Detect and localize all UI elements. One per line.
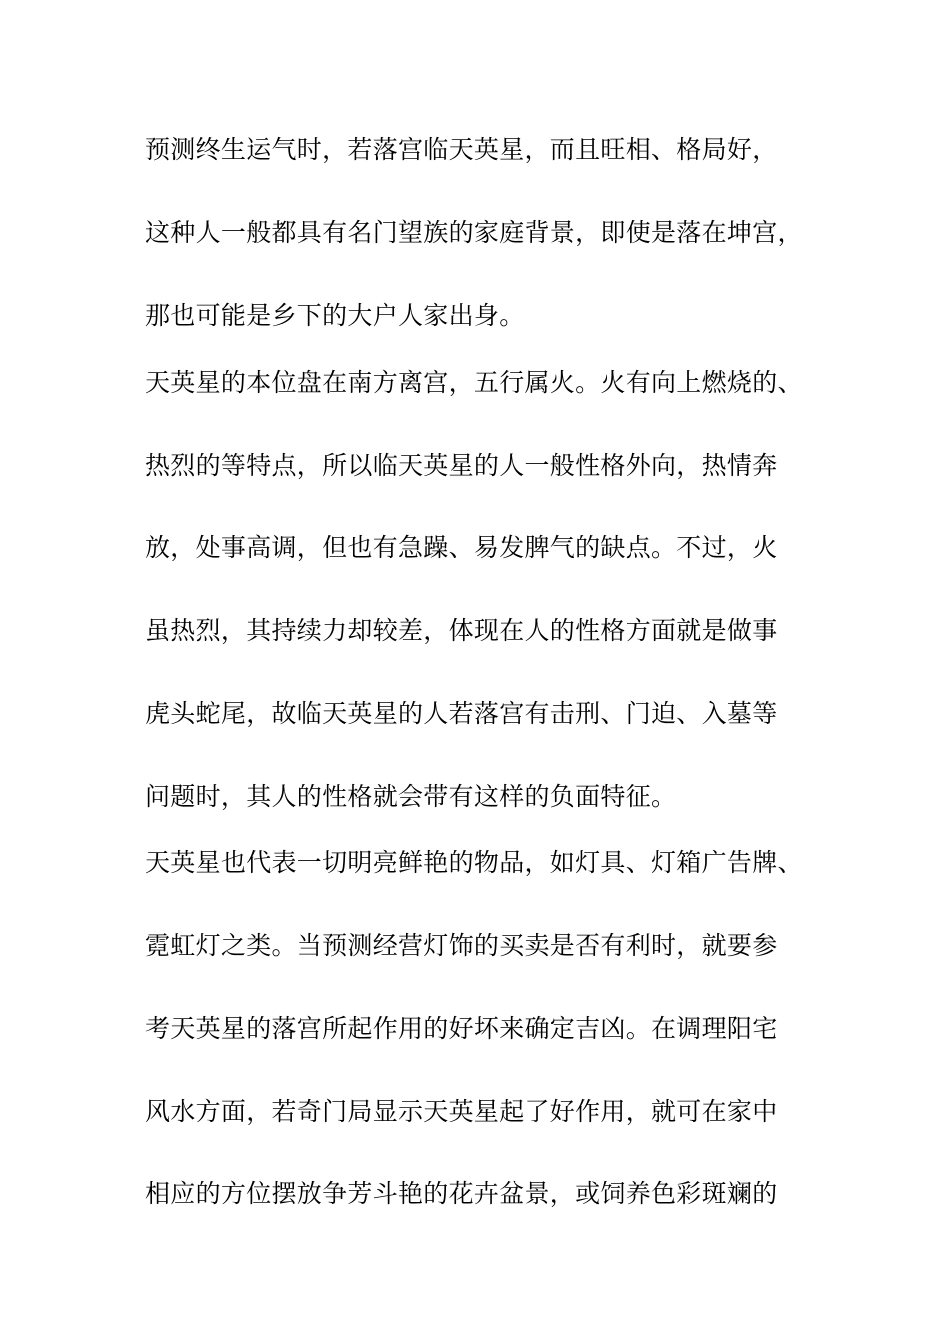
text-line: 预测终生运气时，若落宫临天英星，而且旺相、格局好， bbox=[145, 135, 778, 164]
text-line: 放，处事高调，但也有急躁、易发脾气的缺点。不过，火 bbox=[145, 533, 778, 562]
text-line: 风水方面，若奇门局显示天英星起了好作用，就可在家中 bbox=[145, 1097, 778, 1126]
text-line: 天英星也代表一切明亮鲜艳的物品，如灯具、灯箱广告牌、 bbox=[145, 848, 803, 877]
text-line: 虽热烈，其持续力却较差，体现在人的性格方面就是做事 bbox=[145, 616, 778, 645]
text-line: 这种人一般都具有名门望族的家庭背景，即使是落在坤宫， bbox=[145, 218, 803, 247]
text-line: 考天英星的落宫所起作用的好坏来确定吉凶。在调理阳宅 bbox=[145, 1014, 778, 1043]
text-line: 天英星的本位盘在南方离宫，五行属火。火有向上燃烧的、 bbox=[145, 368, 803, 397]
text-line: 热烈的等特点，所以临天英星的人一般性格外向，热情奔 bbox=[145, 451, 778, 480]
text-line: 那也可能是乡下的大户人家出身。 bbox=[145, 301, 525, 330]
text-line: 问题时，其人的性格就会带有这样的负面特征。 bbox=[145, 782, 677, 811]
text-line: 虎头蛇尾，故临天英星的人若落宫有击刑、门迫、入墓等 bbox=[145, 699, 778, 728]
text-line: 霓虹灯之类。当预测经营灯饰的买卖是否有利时，就要参 bbox=[145, 931, 778, 960]
text-line: 相应的方位摆放争芳斗艳的花卉盆景，或饲养色彩斑斓的 bbox=[145, 1179, 778, 1208]
